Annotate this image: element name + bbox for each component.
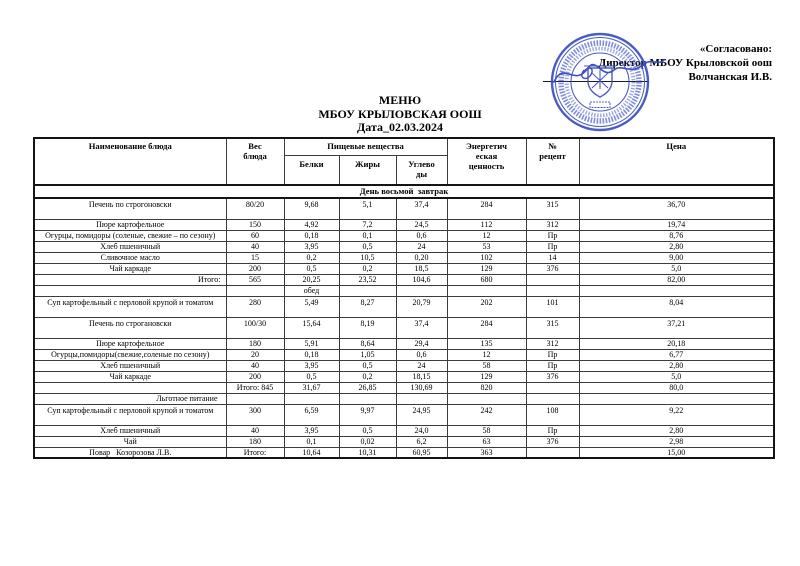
cell-fat: 0,2 xyxy=(339,263,396,274)
cell-name: Печень по строгоновски xyxy=(34,198,226,219)
cell-carbs: 18,15 xyxy=(396,371,447,382)
cell-recipe xyxy=(526,382,579,393)
header-weight: Вес блюда xyxy=(226,138,284,185)
cell-protein: 0,5 xyxy=(284,263,339,274)
cell-energy: 58 xyxy=(447,425,526,436)
menu-row xyxy=(34,371,774,382)
cell-price: 82,00 xyxy=(579,274,774,285)
cell-weight: 150 xyxy=(226,219,284,230)
cell-carbs: 0,20 xyxy=(396,252,447,263)
cell-name: Хлеб пшеничный xyxy=(34,360,226,371)
cell-energy: 129 xyxy=(447,371,526,382)
cell-recipe: Пр xyxy=(526,241,579,252)
cell-weight: 280 xyxy=(226,296,284,317)
cell-protein: 10,64 xyxy=(284,447,339,458)
header-energy: Энергетич еская ценность xyxy=(447,138,526,185)
cell-protein: 3,95 xyxy=(284,241,339,252)
approval-line-director: Директор МБОУ Крыловской оош xyxy=(598,57,772,69)
cell-energy: 242 xyxy=(447,404,526,425)
section-title: День восьмой завтрак xyxy=(34,185,774,198)
cell-weight: 300 xyxy=(226,404,284,425)
menu-row xyxy=(34,274,774,285)
cell-recipe: 315 xyxy=(526,317,579,338)
cell-price: 37,21 xyxy=(579,317,774,338)
title-school: МБОУ КРЫЛОВСКАЯ ООШ xyxy=(318,106,482,121)
cell-price: 80,0 xyxy=(579,382,774,393)
cell-protein: обед xyxy=(284,285,339,296)
cell-fat: 10,31 xyxy=(339,447,396,458)
cell-protein: 0,5 xyxy=(284,371,339,382)
header-nutrients-group: Пищевые вещества xyxy=(284,138,447,155)
cell-price: 2,80 xyxy=(579,241,774,252)
title-menu: МЕНЮ xyxy=(378,93,422,107)
menu-row xyxy=(34,404,774,425)
menu-row xyxy=(34,296,774,317)
header-fat: Жиры xyxy=(339,155,396,185)
cell-price: 8,04 xyxy=(579,296,774,317)
cell-energy: 63 xyxy=(447,436,526,447)
cell-carbs: 0,6 xyxy=(396,230,447,241)
cell-carbs: 24,0 xyxy=(396,425,447,436)
cell-name: Хлеб пшеничный xyxy=(34,425,226,436)
cell-fat: 26,85 xyxy=(339,382,396,393)
menu-row xyxy=(34,393,774,404)
header-row-group xyxy=(34,138,774,155)
cell-fat: 23,52 xyxy=(339,274,396,285)
cell-price: 2,80 xyxy=(579,425,774,436)
cell-recipe: 376 xyxy=(526,371,579,382)
cell-recipe: Пр xyxy=(526,360,579,371)
cell-weight: 15 xyxy=(226,252,284,263)
cell-energy: 102 xyxy=(447,252,526,263)
cell-carbs: 24,5 xyxy=(396,219,447,230)
cell-fat: 0,2 xyxy=(339,371,396,382)
header-protein: Белки xyxy=(284,155,339,185)
cell-price: 2,80 xyxy=(579,360,774,371)
cell-price xyxy=(579,285,774,296)
cell-weight: 40 xyxy=(226,360,284,371)
cell-energy xyxy=(447,393,526,404)
cell-carbs: 24 xyxy=(396,241,447,252)
cell-fat: 0,5 xyxy=(339,360,396,371)
cell-energy: 53 xyxy=(447,241,526,252)
menu-row xyxy=(34,436,774,447)
cell-carbs: 104,6 xyxy=(396,274,447,285)
cell-fat: 1,05 xyxy=(339,349,396,360)
cell-recipe: 14 xyxy=(526,252,579,263)
cell-energy: 129 xyxy=(447,263,526,274)
cell-carbs: 6,2 xyxy=(396,436,447,447)
cell-carbs: 37,4 xyxy=(396,317,447,338)
cell-protein: 0,1 xyxy=(284,436,339,447)
document-title xyxy=(0,94,800,135)
cell-recipe: 315 xyxy=(526,198,579,219)
cell-carbs: 20,79 xyxy=(396,296,447,317)
cell-energy: 202 xyxy=(447,296,526,317)
cell-carbs: 29,4 xyxy=(396,338,447,349)
cell-protein: 3,95 xyxy=(284,360,339,371)
cell-price xyxy=(579,393,774,404)
cell-weight: 200 xyxy=(226,371,284,382)
cell-weight: 100/30 xyxy=(226,317,284,338)
cell-fat: 5,1 xyxy=(339,198,396,219)
cell-weight xyxy=(226,285,284,296)
cell-energy: 135 xyxy=(447,338,526,349)
menu-row xyxy=(34,285,774,296)
approval-line-agreed: «Согласовано: xyxy=(699,43,772,55)
cell-protein: 5,49 xyxy=(284,296,339,317)
menu-row xyxy=(34,198,774,219)
cell-energy: 284 xyxy=(447,198,526,219)
cell-price: 19,74 xyxy=(579,219,774,230)
cell-recipe: 312 xyxy=(526,219,579,230)
menu-table-header xyxy=(34,138,774,185)
cell-fat: 0,1 xyxy=(339,230,396,241)
cell-carbs: 24,95 xyxy=(396,404,447,425)
cell-fat: 10,5 xyxy=(339,252,396,263)
approval-block xyxy=(502,42,772,84)
cell-protein: 20,25 xyxy=(284,274,339,285)
cell-fat: 9,97 xyxy=(339,404,396,425)
cell-carbs xyxy=(396,285,447,296)
cell-recipe xyxy=(526,393,579,404)
cell-energy: 112 xyxy=(447,219,526,230)
cell-protein: 31,67 xyxy=(284,382,339,393)
menu-row xyxy=(34,425,774,436)
cell-energy: 820 xyxy=(447,382,526,393)
cell-recipe: Пр xyxy=(526,230,579,241)
menu-row xyxy=(34,382,774,393)
cell-protein: 4,92 xyxy=(284,219,339,230)
cell-protein: 0,2 xyxy=(284,252,339,263)
cell-carbs: 18,5 xyxy=(396,263,447,274)
cell-price: 9,00 xyxy=(579,252,774,263)
cell-protein xyxy=(284,393,339,404)
menu-row xyxy=(34,338,774,349)
header-price: Цена xyxy=(579,138,774,185)
cell-protein: 6,59 xyxy=(284,404,339,425)
header-dish-name: Наименование блюда xyxy=(34,138,226,185)
approval-line-signature-name: Волчанская И.В. xyxy=(688,71,772,83)
title-date: Дата_02.03.2024 xyxy=(357,120,443,134)
cell-price: 15,00 xyxy=(579,447,774,458)
cell-weight: 180 xyxy=(226,338,284,349)
cell-energy: 680 xyxy=(447,274,526,285)
cell-name: Суп картофельный с перловой крупой и томатом xyxy=(34,404,226,425)
cell-weight: 565 xyxy=(226,274,284,285)
cell-protein: 5,91 xyxy=(284,338,339,349)
cell-name: Чай каркаде xyxy=(34,263,226,274)
cell-name: Пюре картофельное xyxy=(34,338,226,349)
menu-table-body xyxy=(34,185,774,458)
cell-name: Хлеб пшеничный xyxy=(34,241,226,252)
menu-row xyxy=(34,360,774,371)
cell-energy: 12 xyxy=(447,230,526,241)
cell-price: 5,0 xyxy=(579,371,774,382)
cell-name: Печень по строгановски xyxy=(34,317,226,338)
cell-recipe: Пр xyxy=(526,425,579,436)
cell-fat: 7,2 xyxy=(339,219,396,230)
cell-recipe xyxy=(526,285,579,296)
menu-row xyxy=(34,230,774,241)
cell-name: Огурцы, помидоры (соленые, свежие – по сезону) xyxy=(34,230,226,241)
cell-recipe xyxy=(526,447,579,458)
cell-carbs: 130,69 xyxy=(396,382,447,393)
cell-weight: 40 xyxy=(226,241,284,252)
cell-weight xyxy=(226,393,284,404)
cell-fat: 0,02 xyxy=(339,436,396,447)
cell-carbs xyxy=(396,393,447,404)
cell-carbs: 60,95 xyxy=(396,447,447,458)
cell-energy xyxy=(447,285,526,296)
cell-name: Сливочное масло xyxy=(34,252,226,263)
menu-row xyxy=(34,447,774,458)
cell-price: 9,22 xyxy=(579,404,774,425)
cell-energy: 12 xyxy=(447,349,526,360)
cell-fat: 0,5 xyxy=(339,241,396,252)
menu-row xyxy=(34,263,774,274)
cell-weight: Итого: xyxy=(226,447,284,458)
cell-recipe: 101 xyxy=(526,296,579,317)
cell-carbs: 24 xyxy=(396,360,447,371)
cell-name: Чай xyxy=(34,436,226,447)
cell-protein: 3,95 xyxy=(284,425,339,436)
cell-protein: 9,68 xyxy=(284,198,339,219)
cell-name: Пюре картофельное xyxy=(34,219,226,230)
cell-name: Суп картофельный с перловой крупой и томатом xyxy=(34,296,226,317)
menu-row xyxy=(34,241,774,252)
cell-weight: 80/20 xyxy=(226,198,284,219)
cell-protein: 0,18 xyxy=(284,230,339,241)
cell-recipe: 376 xyxy=(526,263,579,274)
cell-price: 36,70 xyxy=(579,198,774,219)
cell-protein: 15,64 xyxy=(284,317,339,338)
cell-energy: 284 xyxy=(447,317,526,338)
header-recipe-number: № рецепт xyxy=(526,138,579,185)
menu-row xyxy=(34,252,774,263)
cell-recipe xyxy=(526,274,579,285)
cell-name: Огурцы,помидоры(свежие,соленые по сезону) xyxy=(34,349,226,360)
cell-name: Итого: xyxy=(34,274,226,285)
cell-name: Чай каркаде xyxy=(34,371,226,382)
header-carbs: Углево ды xyxy=(396,155,447,185)
cell-weight: 40 xyxy=(226,425,284,436)
cell-price: 20,18 xyxy=(579,338,774,349)
cell-weight: Итого: 845 xyxy=(226,382,284,393)
cell-fat: 8,64 xyxy=(339,338,396,349)
cell-fat: 0,5 xyxy=(339,425,396,436)
cell-name xyxy=(34,285,226,296)
cell-weight: 20 xyxy=(226,349,284,360)
cell-energy: 58 xyxy=(447,360,526,371)
cell-price: 5,0 xyxy=(579,263,774,274)
cell-price: 6,77 xyxy=(579,349,774,360)
cell-recipe: 376 xyxy=(526,436,579,447)
cell-fat xyxy=(339,393,396,404)
cell-price: 8,76 xyxy=(579,230,774,241)
cell-name: Повар Козорозова Л.В. xyxy=(34,447,226,458)
cell-energy: 363 xyxy=(447,447,526,458)
menu-row xyxy=(34,349,774,360)
cell-name: Льготное питание xyxy=(34,393,226,404)
cell-fat: 8,27 xyxy=(339,296,396,317)
cell-price: 2,98 xyxy=(579,436,774,447)
cell-recipe: 312 xyxy=(526,338,579,349)
cell-fat xyxy=(339,285,396,296)
section-banner-row xyxy=(34,185,774,198)
menu-table xyxy=(33,137,775,459)
cell-name xyxy=(34,382,226,393)
cell-recipe: 108 xyxy=(526,404,579,425)
menu-row xyxy=(34,219,774,230)
cell-weight: 200 xyxy=(226,263,284,274)
menu-row xyxy=(34,317,774,338)
cell-recipe: Пр xyxy=(526,349,579,360)
cell-fat: 8,19 xyxy=(339,317,396,338)
cell-protein: 0,18 xyxy=(284,349,339,360)
cell-carbs: 0,6 xyxy=(396,349,447,360)
cell-carbs: 37,4 xyxy=(396,198,447,219)
cell-weight: 60 xyxy=(226,230,284,241)
cell-weight: 180 xyxy=(226,436,284,447)
